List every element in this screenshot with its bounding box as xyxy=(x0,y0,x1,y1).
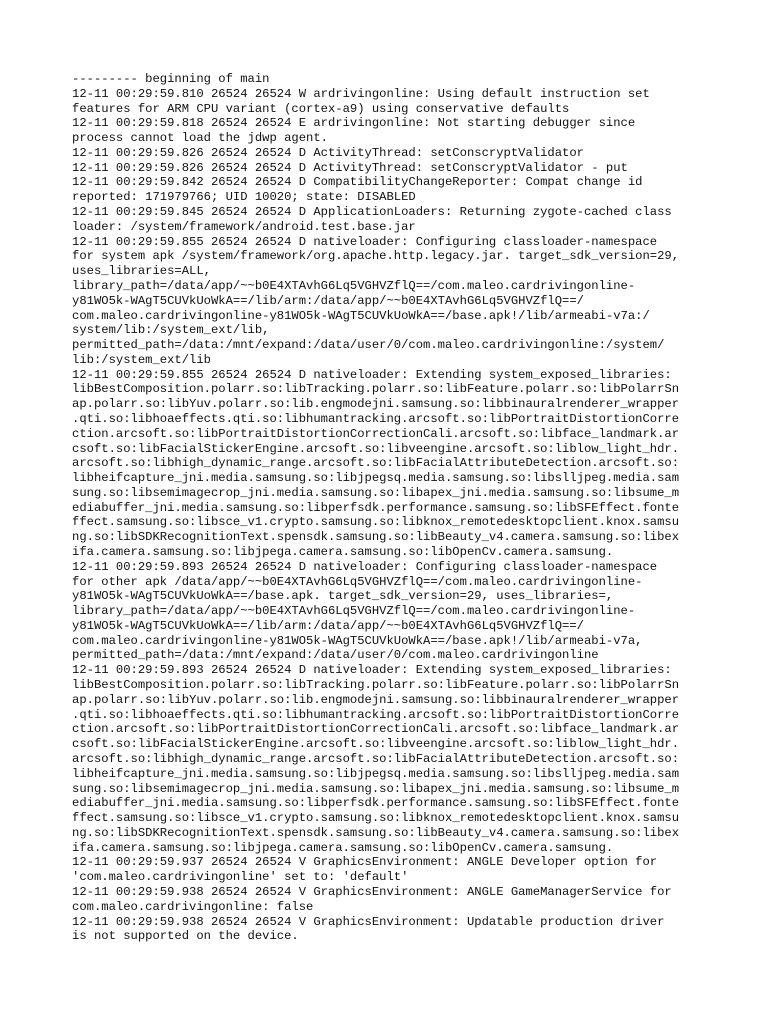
log-line: ction.arcsoft.so:libPortraitDistortionCorrectionCali.arcsoft.so:libface_landmark.ar xyxy=(72,426,680,441)
log-line: reported: 171979766; UID 10020; state: DISABLED xyxy=(72,190,416,205)
log-line: ap.polarr.so:libYuv.polarr.so:lib.engmodejni.samsung.so:libbinauralrenderer_wrapper xyxy=(72,397,680,412)
log-line: ffect.samsung.so:libsce_v1.crypto.samsung.so:libknox_remotedesktopclient.knox.samsu xyxy=(72,811,680,826)
log-line: y81WO5k-WAgT5CUVkUoWkA==/lib/arm:/data/app/~~b0E4XTAvhG6Lq5VGHVZflQ==/ xyxy=(72,618,584,633)
log-line: ifa.camera.samsung.so:libjpega.camera.samsung.so:libOpenCv.camera.samsung. xyxy=(72,545,614,559)
log-line: arcsoft.so:libhigh_dynamic_range.arcsoft.so:libFacialAttributeDetection.arcsoft.so: xyxy=(72,456,680,471)
log-line: libBestComposition.polarr.so:libTracking.polarr.so:libFeature.polarr.so:libPolarrSn xyxy=(72,382,680,397)
log-line: ffect.samsung.so:libsce_v1.crypto.samsung.so:libknox_remotedesktopclient.knox.samsu xyxy=(72,515,680,530)
log-line: 12-11 00:29:59.842 26524 26524 D CompatibilityChangeReporter: Compat change id xyxy=(72,175,643,190)
log-line: 12-11 00:29:59.893 26524 26524 D nativeloader: Configuring classloader-namespace xyxy=(72,559,658,574)
log-line: for other apk /data/app/~~b0E4XTAvhG6Lq5VGHVZflQ==/com.maleo.cardrivingonline- xyxy=(72,574,643,589)
log-line: com.maleo.cardrivingonline: false xyxy=(72,899,314,914)
log-line: library_path=/data/app/~~b0E4XTAvhG6Lq5VGHVZflQ==/com.maleo.cardrivingonline- xyxy=(72,278,636,293)
log-line: 12-11 00:29:59.893 26524 26524 D nativeloader: Extending system_exposed_libraries: xyxy=(72,663,672,678)
log-line: system/lib:/system_ext/lib, xyxy=(72,323,270,338)
log-line: ediabuffer_jni.media.samsung.so:libperfsdk.performance.samsung.so:libSFEffect.fonte xyxy=(72,796,680,811)
log-line: ng.so:libSDKRecognitionText.spensdk.samsung.so:libBeauty_v4.camera.samsung.so:libex xyxy=(72,530,680,545)
log-line: 12-11 00:29:59.818 26524 26524 E ardrivingonline: Not starting debugger since xyxy=(72,116,636,131)
log-line: .qti.so:libhoaeffects.qti.so:libhumantracking.arcsoft.so:libPortraitDistortionCorre xyxy=(72,707,680,722)
log-line: y81WO5k-WAgT5CUVkUoWkA==/base.apk. target_sdk_version=29, uses_libraries=, xyxy=(72,589,614,604)
log-line: lib:/system_ext/lib xyxy=(72,352,211,367)
log-line: ediabuffer_jni.media.samsung.so:libperfsdk.performance.samsung.so:libSFEffect.fonte xyxy=(72,500,680,515)
log-line: 12-11 00:29:59.855 26524 26524 D nativeloader: Extending system_exposed_libraries: xyxy=(72,367,672,382)
log-line: ap.polarr.so:libYuv.polarr.so:lib.engmodejni.samsung.so:libbinauralrenderer_wrapper xyxy=(72,692,680,707)
log-text xyxy=(72,72,708,944)
log-line: arcsoft.so:libhigh_dynamic_range.arcsoft.so:libFacialAttributeDetection.arcsoft.so: xyxy=(72,751,680,766)
log-line: for system apk /system/framework/org.apache.http.legacy.jar. target_sdk_version=29, xyxy=(72,249,680,264)
log-line: com.maleo.cardrivingonline-y81WO5k-WAgT5CUVkUoWkA==/base.apk!/lib/armeabi-v7a:/ xyxy=(72,308,650,323)
log-line: ction.arcsoft.so:libPortraitDistortionCorrectionCali.arcsoft.so:libface_landmark.ar xyxy=(72,722,680,737)
log-line: process cannot load the jdwp agent. xyxy=(72,131,328,146)
log-line: 12-11 00:29:59.938 26524 26524 V GraphicsEnvironment: ANGLE GameManagerService for xyxy=(72,884,672,899)
log-line: ifa.camera.samsung.so:libjpega.camera.samsung.so:libOpenCv.camera.samsung. xyxy=(72,840,614,855)
log-line: 'com.maleo.cardrivingonline' set to: 'default' xyxy=(72,870,409,885)
log-line: is not supported on the device. xyxy=(72,929,299,944)
log-line: 12-11 00:29:59.855 26524 26524 D nativeloader: Configuring classloader-namespace xyxy=(72,234,658,249)
log-line: y81WO5k-WAgT5CUVkUoWkA==/lib/arm:/data/app/~~b0E4XTAvhG6Lq5VGHVZflQ==/ xyxy=(72,293,584,308)
log-line: 12-11 00:29:59.938 26524 26524 V GraphicsEnvironment: Updatable production driver xyxy=(72,914,665,929)
log-line: features for ARM CPU variant (cortex-a9) using conservative defaults xyxy=(72,101,570,116)
log-line: libheifcapture_jni.media.samsung.so:libjpegsq.media.samsung.so:libslljpeg.media.sam xyxy=(72,471,680,486)
log-line: csoft.so:libFacialStickerEngine.arcsoft.so:libveengine.arcsoft.so:liblow_light_hdr. xyxy=(72,441,680,456)
log-line: sung.so:libsemimagecrop_jni.media.samsung.so:libapex_jni.media.samsung.so:libsume_m xyxy=(72,781,680,796)
log-line: --------- beginning of main xyxy=(72,72,270,86)
log-line: library_path=/data/app/~~b0E4XTAvhG6Lq5VGHVZflQ==/com.maleo.cardrivingonline- xyxy=(72,604,636,619)
log-line: 12-11 00:29:59.937 26524 26524 V GraphicsEnvironment: ANGLE Developer option for xyxy=(72,855,658,870)
log-line: ng.so:libSDKRecognitionText.spensdk.samsung.so:libBeauty_v4.camera.samsung.so:libex xyxy=(72,825,680,840)
log-line: loader: /system/framework/android.test.base.jar xyxy=(72,219,416,234)
log-line: libheifcapture_jni.media.samsung.so:libjpegsq.media.samsung.so:libslljpeg.media.sam xyxy=(72,766,680,781)
log-line: sung.so:libsemimagecrop_jni.media.samsung.so:libapex_jni.media.samsung.so:libsume_m xyxy=(72,485,680,500)
log-line: com.maleo.cardrivingonline-y81WO5k-WAgT5CUVkUoWkA==/base.apk!/lib/armeabi-v7a, xyxy=(72,633,643,648)
log-line: uses_libraries=ALL, xyxy=(72,264,211,279)
log-line: permitted_path=/data:/mnt/expand:/data/user/0/com.maleo.cardrivingonline:/system/ xyxy=(72,338,665,353)
log-line: libBestComposition.polarr.so:libTracking.polarr.so:libFeature.polarr.so:libPolarrSn xyxy=(72,678,680,693)
log-line: permitted_path=/data:/mnt/expand:/data/user/0/com.maleo.cardrivingonline xyxy=(72,648,599,663)
log-line: csoft.so:libFacialStickerEngine.arcsoft.so:libveengine.arcsoft.so:liblow_light_hdr. xyxy=(72,737,680,752)
log-line: .qti.so:libhoaeffects.qti.so:libhumantracking.arcsoft.so:libPortraitDistortionCorre xyxy=(72,411,680,426)
log-line: 12-11 00:29:59.845 26524 26524 D ApplicationLoaders: Returning zygote-cached class xyxy=(72,205,672,220)
log-line: 12-11 00:29:59.826 26524 26524 D ActivityThread: setConscryptValidator - put xyxy=(72,160,628,175)
log-line: 12-11 00:29:59.810 26524 26524 W ardrivingonline: Using default instruction set xyxy=(72,86,650,101)
log-line: 12-11 00:29:59.826 26524 26524 D ActivityThread: setConscryptValidator xyxy=(72,145,584,160)
